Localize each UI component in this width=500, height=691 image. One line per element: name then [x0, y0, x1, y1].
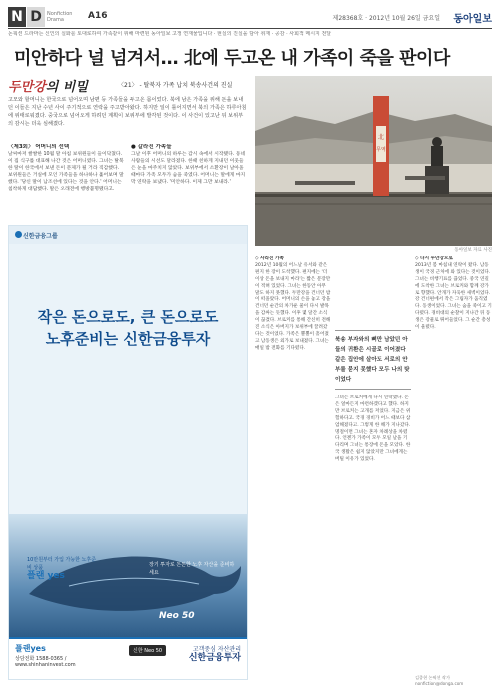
logo-d: D [27, 7, 45, 27]
ad-product-brand: 플랜 yes [27, 571, 65, 581]
photo-caption: 동아일보 자료 사진 [454, 248, 492, 253]
article-column-5 [415, 256, 492, 671]
header-rule [8, 28, 492, 29]
subsection-heading: ◇ 다시 두만강으로 [415, 256, 453, 261]
pull-quote-text: 북송 부자와의 뼈만 남았던 아들의 귀환은 시골로 이어졌다 같은 집안에 살아도 서로의 안부를 묻지 못했다 모두 나의 탓이었다 [335, 337, 410, 383]
page-number: A16 [88, 11, 108, 21]
ad-product-text [27, 556, 97, 580]
advertisement[interactable] [8, 225, 248, 680]
series-brush-title [8, 76, 88, 95]
logo-n: N [8, 7, 26, 27]
section-teaser: 논픽션 드라마는 신인의 실화를 토대로하여 가족같이 위해 마련된 동아일보 고정 연재물입니다 · 현실의 진실을 담아 취재 · 공감 · 사회적 메시지 전달 [8, 31, 332, 37]
ad-footer-badge: 신한 Neo 50 [129, 645, 166, 656]
article-intro-columns [8, 144, 248, 218]
newspaper-name: 동아일보 [453, 14, 492, 25]
ad-contact[interactable]: 상담전화 1588-0365 / www.shinhaninvest.com [15, 656, 76, 668]
column-text: 그날 이후 어머니의 하루는 감시 속에서 시작됐다. 동네 사람들의 시선도 달라졌다. 한때 친하게 지내던 이웃들은 눈을 마주치지 않았다. 보위부에서 소환장이 날아올 때마다 가족 모두가 숨을 죽였다. 어머니는 딸에게 마지막 연락을 보냈다. '미안하다. 이제 그만 보내라.' [131, 152, 246, 185]
article-column-4 [335, 395, 411, 675]
ad-footer-brand [189, 645, 241, 663]
article-column-3 [255, 256, 331, 671]
ad-footer [9, 637, 247, 679]
ad-slogan-line-2: 노후준비는 신한금융투자 [45, 330, 211, 348]
chapter-heading: 〈제3회〉 어머니의 선택 [8, 144, 70, 150]
series-subtitle: 〈21〉 - 탈북자 가족 납치 북송사건의 진실 [118, 82, 233, 89]
masthead [8, 6, 492, 30]
article-column-2 [131, 144, 248, 218]
author-byline: 김종현 논픽션 작가 nonfiction@donga.com [415, 675, 464, 686]
subsection-heading: ● 갈라진 가족들 [131, 144, 172, 150]
ad-footer-brand-name: 신한금융투자 [188, 653, 241, 663]
river-border-photo-image [255, 76, 492, 246]
logo-subtitle: Nonfiction Drama [47, 11, 73, 23]
ad-slogan [9, 306, 247, 350]
column-text: 날씨마저 쌀쌀한 10월 말 아침 보위원들이 들이닥쳤다. 이 집 식구를 대표해 나간 것은 어머니였다. 그녀는 탈북한 딸이 한국에서 보낸 돈이 문제가 될 거라 직감했다. 보위원들은 거실에 모인 가족들을 하나하나 훑어보며 말했다. '당신 딸이 남조선에 있다는 것을 안다.' 어머니는 침착하게 대답했다. 딸은 오래전에 행방불명됐다고. [8, 152, 124, 192]
ad-footer-brand-tagline: 고객중심 자산관리 [192, 646, 241, 653]
section-logo [8, 6, 79, 28]
ad-neo-logo: Neo 50 [159, 611, 195, 621]
subsection-heading: ◇ 사라진 가족 [255, 256, 284, 261]
column-text: 그녀는 브로커에게 다시 연락했다. 돈은 얼마든지 마련하겠다고 했다. 하지만 브로커는 고개를 저었다. 지금은 위험하다고. 국경 경비가 어느 때보다 삼엄해졌다고. 그렇게 한 해가 지나갔다. 명절이면 그녀는 혼자 차례상을 차렸다. 언젠가 가족이 모두 모일 날을 기다리며 그녀는 통장에 돈을 모았다. 한국 생활은 쉽지 않았지만 그녀에게는 버틸 이유가 있었다. [335, 395, 411, 463]
issue-info: 제28368호 · 2012년 10월 26일 금요일 [332, 15, 440, 22]
ad-right-text: 장기 투자로 든든한 노후 자산을 준비하세요 [149, 562, 235, 576]
ad-footer-product: 플랜yes [15, 644, 46, 653]
ad-slogan-line-1: 작은 돈으로도, 큰 돈으로도 [37, 308, 219, 326]
ad-product-desc: 10만원부터 가입 가능한 노후준비 상품 [27, 557, 97, 571]
article-photo [255, 76, 492, 246]
article-lead: 고모와 할머니는 한국으로 넘어오며 남편 등 가족들을 두고온 몸이었다. 북에 남은 가족을 위해 돈을 보내던 이들은 지난 수년 사이 주기적으로 연락을 주고받아왔다. 하지만 일이 틀어지면서 북의 가족은 하루아침에 위태로워졌다. 중국으로 넘어오게 하려던 계획이 보위부에 발각된 것이다. 이 사건이 있고난 뒤 보위부의 감시는 더욱 심해졌다. [8, 97, 247, 127]
series-brush-red: 두만강 [8, 80, 46, 95]
column-text: 2013년 봄 마침내 연락이 왔다. 남동생이 국경 근처에 와 있다는 것이었다. 그녀는 비행기표를 끊었다. 중국 연길에 도착한 그녀는 브로커와 함께 강가로 향했다. 안개가 자욱한 새벽이었다. 강 건너편에서 작은 그림자가 움직였다. 동생이었다. 그녀는 숨을 죽이고 기다렸다. 경비대의 순찰이 지나간 뒤 동생은 강물로 뛰어들었다. 그 순간 총성이 울렸다. [415, 262, 492, 331]
shinhan-logo-icon [15, 231, 22, 238]
ad-top-label: 신한금융그룹 [23, 233, 58, 240]
column-text: 2012년 10월의 어느날 유서와 같은 편지 한 장이 도착했다. 편지에는 '더 이상 돈을 보내지 마라'는 짧은 문장만이 적혀 있었다. 그녀는 한동안 아무 말도 하지 못했다. 두만강을 건너던 밤이 떠올랐다. 어머니의 손을 놓고 강을 건너던 순간의 차가운 물이 다시 발목을 감싸는 듯했다. 이후 몇 달간 소식이 끊겼다. 브로커를 통해 간신히 전해진 소식은 아버지가 보위부에 끌려갔다는 것이었다. 가족은 뿔뿔이 흩어졌고 남동생은 외가로 보내졌다. 그녀는 매일 밤 전화를 기다렸다. [255, 262, 331, 351]
series-title [8, 76, 248, 94]
page-headline: 미안하다 널 넘겨서… 北에 두고온 내 가족이 죽을 판이다 [14, 48, 450, 69]
series-brush-dark: 의 비밀 [45, 80, 88, 95]
pull-quote [335, 330, 411, 390]
photo-sign-line-1: 北 [377, 134, 385, 141]
article-column-1 [8, 144, 125, 218]
photo-sign-line-2: 무역 [376, 147, 386, 153]
